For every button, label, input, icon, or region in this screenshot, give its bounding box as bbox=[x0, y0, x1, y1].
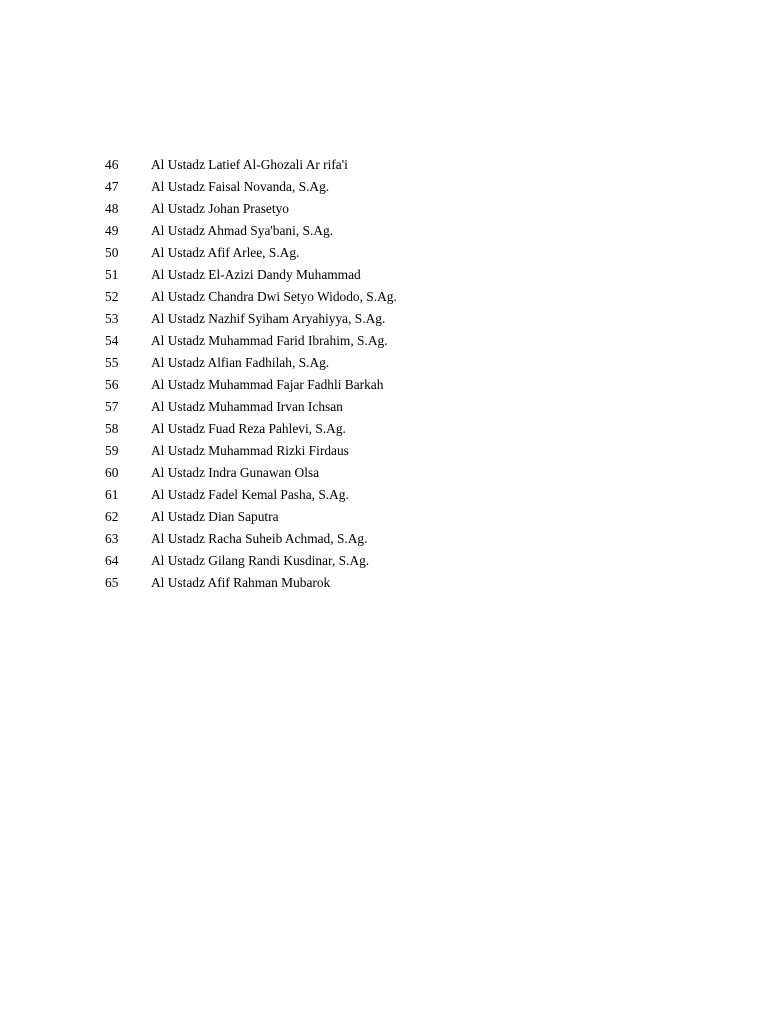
item-number: 51 bbox=[105, 267, 119, 282]
item-number: 50 bbox=[105, 245, 119, 260]
item-number: 49 bbox=[105, 223, 119, 238]
item-name: Al Ustadz Indra Gunawan Olsa bbox=[151, 465, 320, 480]
item-name: Al Ustadz Ahmad Sya'bani, S.Ag. bbox=[151, 223, 334, 238]
list-item bbox=[105, 242, 397, 264]
item-number: 63 bbox=[105, 531, 119, 546]
item-name: Al Ustadz Faisal Novanda, S.Ag. bbox=[151, 179, 330, 194]
item-name: Al Ustadz El-Azizi Dandy Muhammad bbox=[151, 267, 361, 282]
list-item bbox=[105, 396, 397, 418]
item-number: 60 bbox=[105, 465, 119, 480]
item-number: 57 bbox=[105, 399, 119, 414]
item-number: 46 bbox=[105, 157, 119, 172]
list-item bbox=[105, 374, 397, 396]
item-name: Al Ustadz Nazhif Syiham Aryahiyya, S.Ag. bbox=[151, 311, 386, 326]
list-item bbox=[105, 462, 397, 484]
list-item bbox=[105, 330, 397, 352]
item-number: 56 bbox=[105, 377, 119, 392]
item-name: Al Ustadz Chandra Dwi Setyo Widodo, S.Ag. bbox=[151, 289, 397, 304]
list-item bbox=[105, 484, 397, 506]
list-item bbox=[105, 308, 397, 330]
list-item bbox=[105, 528, 397, 550]
item-number: 54 bbox=[105, 333, 119, 348]
list-item bbox=[105, 220, 397, 242]
item-number: 47 bbox=[105, 179, 119, 194]
numbered-name-list bbox=[105, 154, 397, 594]
item-name: Al Ustadz Muhammad Farid Ibrahim, S.Ag. bbox=[151, 333, 388, 348]
item-number: 52 bbox=[105, 289, 119, 304]
item-number: 65 bbox=[105, 575, 119, 590]
list-item bbox=[105, 286, 397, 308]
item-number: 59 bbox=[105, 443, 119, 458]
item-number: 53 bbox=[105, 311, 119, 326]
item-name: Al Ustadz Racha Suheib Achmad, S.Ag. bbox=[151, 531, 368, 546]
item-name: Al Ustadz Fadel Kemal Pasha, S.Ag. bbox=[151, 487, 349, 502]
item-number: 55 bbox=[105, 355, 119, 370]
list-item bbox=[105, 176, 397, 198]
item-name: Al Ustadz Muhammad Fajar Fadhli Barkah bbox=[151, 377, 384, 392]
item-number: 58 bbox=[105, 421, 119, 436]
item-name: Al Ustadz Alfian Fadhilah, S.Ag. bbox=[151, 355, 330, 370]
item-name: Al Ustadz Fuad Reza Pahlevi, S.Ag. bbox=[151, 421, 346, 436]
list-item bbox=[105, 550, 397, 572]
list-item bbox=[105, 154, 397, 176]
item-name: Al Ustadz Latief Al-Ghozali Ar rifa'i bbox=[151, 157, 348, 172]
item-number: 64 bbox=[105, 553, 119, 568]
list-item bbox=[105, 440, 397, 462]
item-number: 62 bbox=[105, 509, 119, 524]
item-name: Al Ustadz Johan Prasetyo bbox=[151, 201, 289, 216]
item-number: 61 bbox=[105, 487, 119, 502]
item-number: 48 bbox=[105, 201, 119, 216]
list-item bbox=[105, 198, 397, 220]
item-name: Al Ustadz Afif Arlee, S.Ag. bbox=[151, 245, 300, 260]
item-name: Al Ustadz Gilang Randi Kusdinar, S.Ag. bbox=[151, 553, 370, 568]
list-item bbox=[105, 418, 397, 440]
item-name: Al Ustadz Muhammad Rizki Firdaus bbox=[151, 443, 349, 458]
list-item bbox=[105, 264, 397, 286]
item-name: Al Ustadz Afif Rahman Mubarok bbox=[151, 575, 331, 590]
list-item bbox=[105, 572, 397, 594]
list-item bbox=[105, 506, 397, 528]
item-name: Al Ustadz Dian Saputra bbox=[151, 509, 279, 524]
list-item bbox=[105, 352, 397, 374]
item-name: Al Ustadz Muhammad Irvan Ichsan bbox=[151, 399, 343, 414]
